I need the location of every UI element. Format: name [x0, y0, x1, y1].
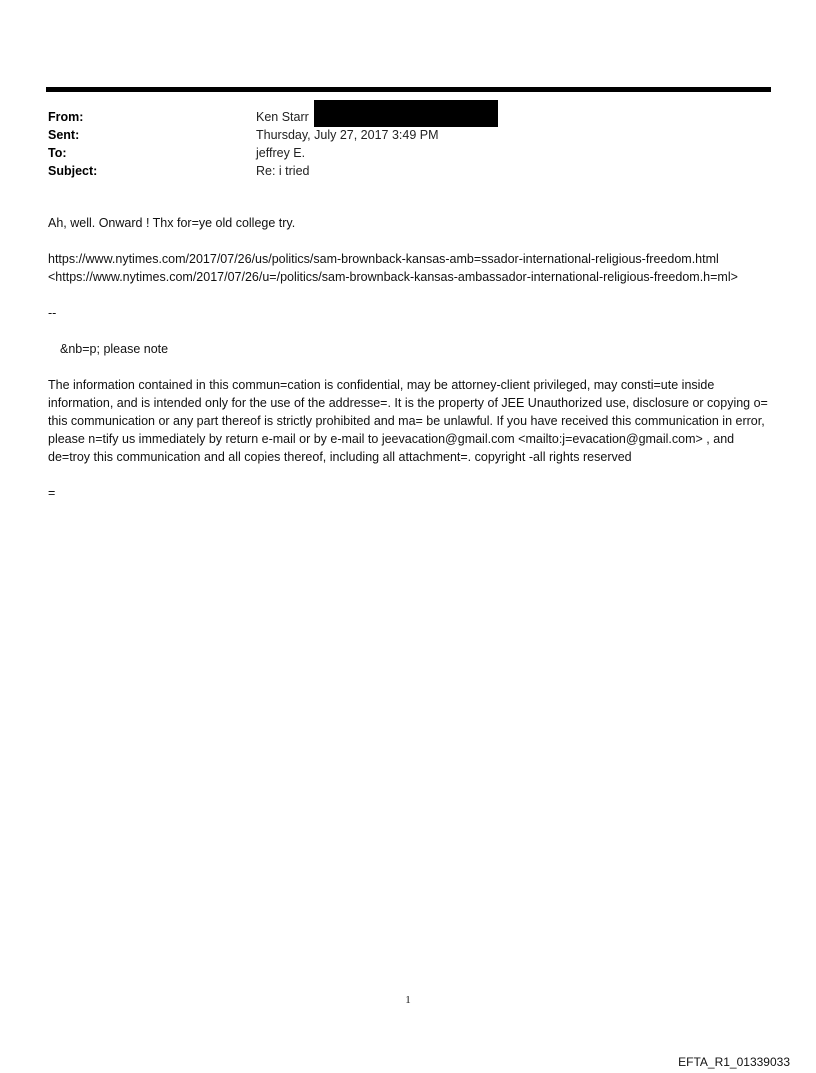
greeting-text: Ah, well. Onward ! Thx for=ye old college try. [48, 216, 296, 230]
trailing-equals: = [48, 486, 56, 500]
disclaimer-text: The information contained in this commun=cation is confidential, may be attorney-client privileged, may consti=ute inside information, and is intended only for the use of the addresse=. It is the property of JEE Unauthorized use, disclosure or copying o= this communication or any part thereof is strictly prohibited and ma= be unlawful. If you have received this communication in error, please n=tify us immediately by return e-mail or by e-mail to jeevacation@gmail.com <mailto:j=evacation@gmail.com> , and de=troy this communication and all copies thereof, including all attachment=. copyright -all rights reserved [48, 378, 768, 464]
redaction-block [314, 100, 498, 127]
from-row [48, 108, 768, 126]
subject-label: Subject: [48, 164, 98, 178]
from-label: From: [48, 110, 84, 124]
document-id: EFTA_R1_01339033 [678, 1055, 790, 1069]
email-body [48, 214, 770, 520]
sent-value: Thursday, July 27, 2017 3:49 PM [256, 128, 439, 142]
header-rule [46, 87, 771, 92]
to-label: To: [48, 146, 67, 160]
from-value: Ken Starr [256, 110, 309, 124]
email-header [48, 108, 768, 180]
page-number: 1 [405, 994, 411, 1006]
article-link[interactable]: https://www.nytimes.com/2017/07/26/us/politics/sam-brownback-kansas-amb=ssador-international-religious-freedom.html <https://www.nytimes.com/2017/07/26/u=/politics/sam-brownback-kansas-ambassador-international-religious-freedom.h=ml> [48, 252, 738, 284]
subject-value: Re: i tried [256, 164, 310, 178]
subject-row [48, 162, 768, 180]
to-row [48, 144, 768, 162]
signature-separator: -- [48, 306, 57, 320]
sent-label: Sent: [48, 128, 80, 142]
please-note-text: &nb=p; please note [60, 342, 169, 356]
sent-row [48, 126, 768, 144]
to-value: jeffrey E. [256, 146, 306, 160]
